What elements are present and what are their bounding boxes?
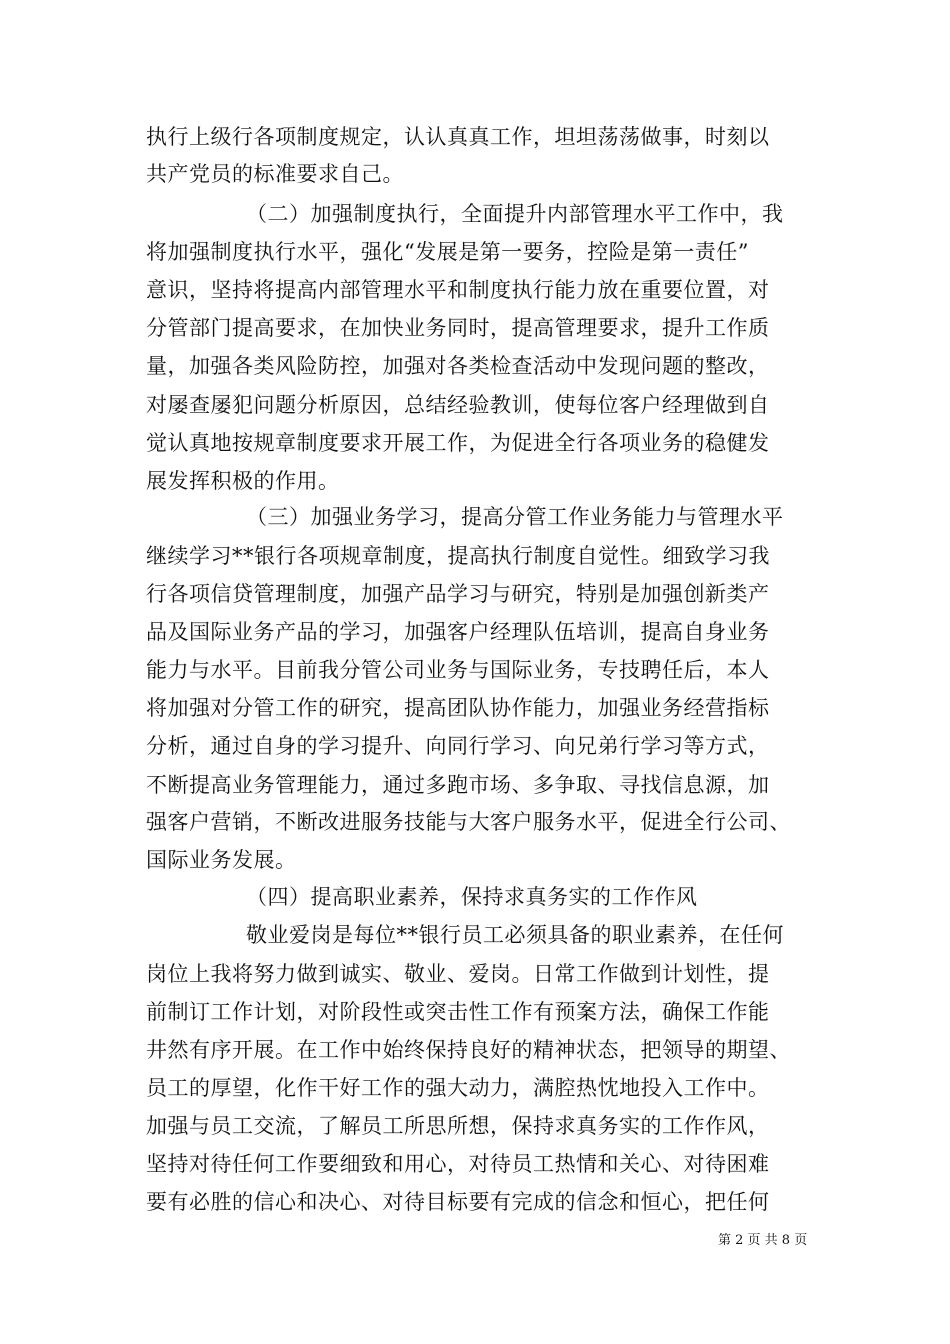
text-line: 强客户营销，不断改进服务技能与大客户服务水平，促进全行公司、 xyxy=(146,810,791,834)
section-heading: （二）加强制度执行，全面提升内部管理水平工作中，我 xyxy=(246,202,784,226)
text-line: 加强与员工交流，了解员工所思所想，保持求真务实的工作作风， xyxy=(146,1114,770,1138)
text-line: 对屡查屡犯问题分析原因，总结经验教训，使每位客户经理做到自 xyxy=(146,393,770,417)
text-line: 共产党员的标准要求自己。 xyxy=(146,162,404,186)
text-line: 坚持对待任何工作要细致和用心，对待员工热情和关心、对待困难 xyxy=(146,1152,770,1176)
page-number: 第 2 页 共 8 页 xyxy=(718,1233,808,1248)
text-line: 岗位上我将努力做到诚实、敬业、爱岗。日常工作做到计划性，提 xyxy=(146,962,770,986)
section-heading: （四）提高职业素养，保持求真务实的工作作风 xyxy=(246,885,698,909)
text-line: 觉认真地按规章制度要求开展工作，为促进全行各项业务的稳健发 xyxy=(146,431,770,455)
text-line: 能力与水平。目前我分管公司业务与国际业务，专技聘任后，本人 xyxy=(146,658,770,682)
text-line: 分管部门提高要求，在加快业务同时，提高管理要求，提升工作质 xyxy=(146,316,770,340)
text-line: 继续学习**银行各项规章制度，提高执行制度自觉性。细致学习我 xyxy=(146,544,770,568)
section-heading: （三）加强业务学习，提高分管工作业务能力与管理水平 xyxy=(246,505,784,529)
text-line: 敬业爱岗是每位**银行员工必须具备的职业素养，在任何 xyxy=(246,923,784,947)
text-line: 不断提高业务管理能力，通过多跑市场、多争取、寻找信息源，加 xyxy=(146,773,770,797)
text-line: 前制订工作计划，对阶段性或突击性工作有预案方法，确保工作能 xyxy=(146,1000,770,1024)
text-line: 意识，坚持将提高内部管理水平和制度执行能力放在重要位置，对 xyxy=(146,278,770,302)
text-line: 展发挥积极的作用。 xyxy=(146,469,340,493)
text-line: 将加强对分管工作的研究，提高团队协作能力，加强业务经营指标 xyxy=(146,696,770,720)
text-line: 员工的厚望，化作干好工作的强大动力，满腔热忱地投入工作中。 xyxy=(146,1076,770,1100)
text-line: 分析，通过自身的学习提升、向同行学习、向兄弟行学习等方式， xyxy=(146,734,770,758)
text-line: 要有必胜的信心和决心、对待目标要有完成的信念和恒心，把任何 xyxy=(146,1190,770,1214)
text-line: 执行上级行各项制度规定，认认真真工作，坦坦荡荡做事，时刻以 xyxy=(146,125,770,149)
text-line: 国际业务发展。 xyxy=(146,848,297,872)
text-line: 井然有序开展。在工作中始终保持良好的精神状态，把领导的期望、 xyxy=(146,1038,791,1062)
text-line: 行各项信贷管理制度，加强产品学习与研究，特别是加强创新类产 xyxy=(146,582,770,606)
text-line: 将加强制度执行水平，强化“发展是第一要务，控险是第一责任” xyxy=(146,240,749,264)
text-line: 量，加强各类风险防控，加强对各类检查活动中发现问题的整改， xyxy=(146,354,770,378)
text-line: 品及国际业务产品的学习，加强客户经理队伍培训，提高自身业务 xyxy=(146,620,770,644)
